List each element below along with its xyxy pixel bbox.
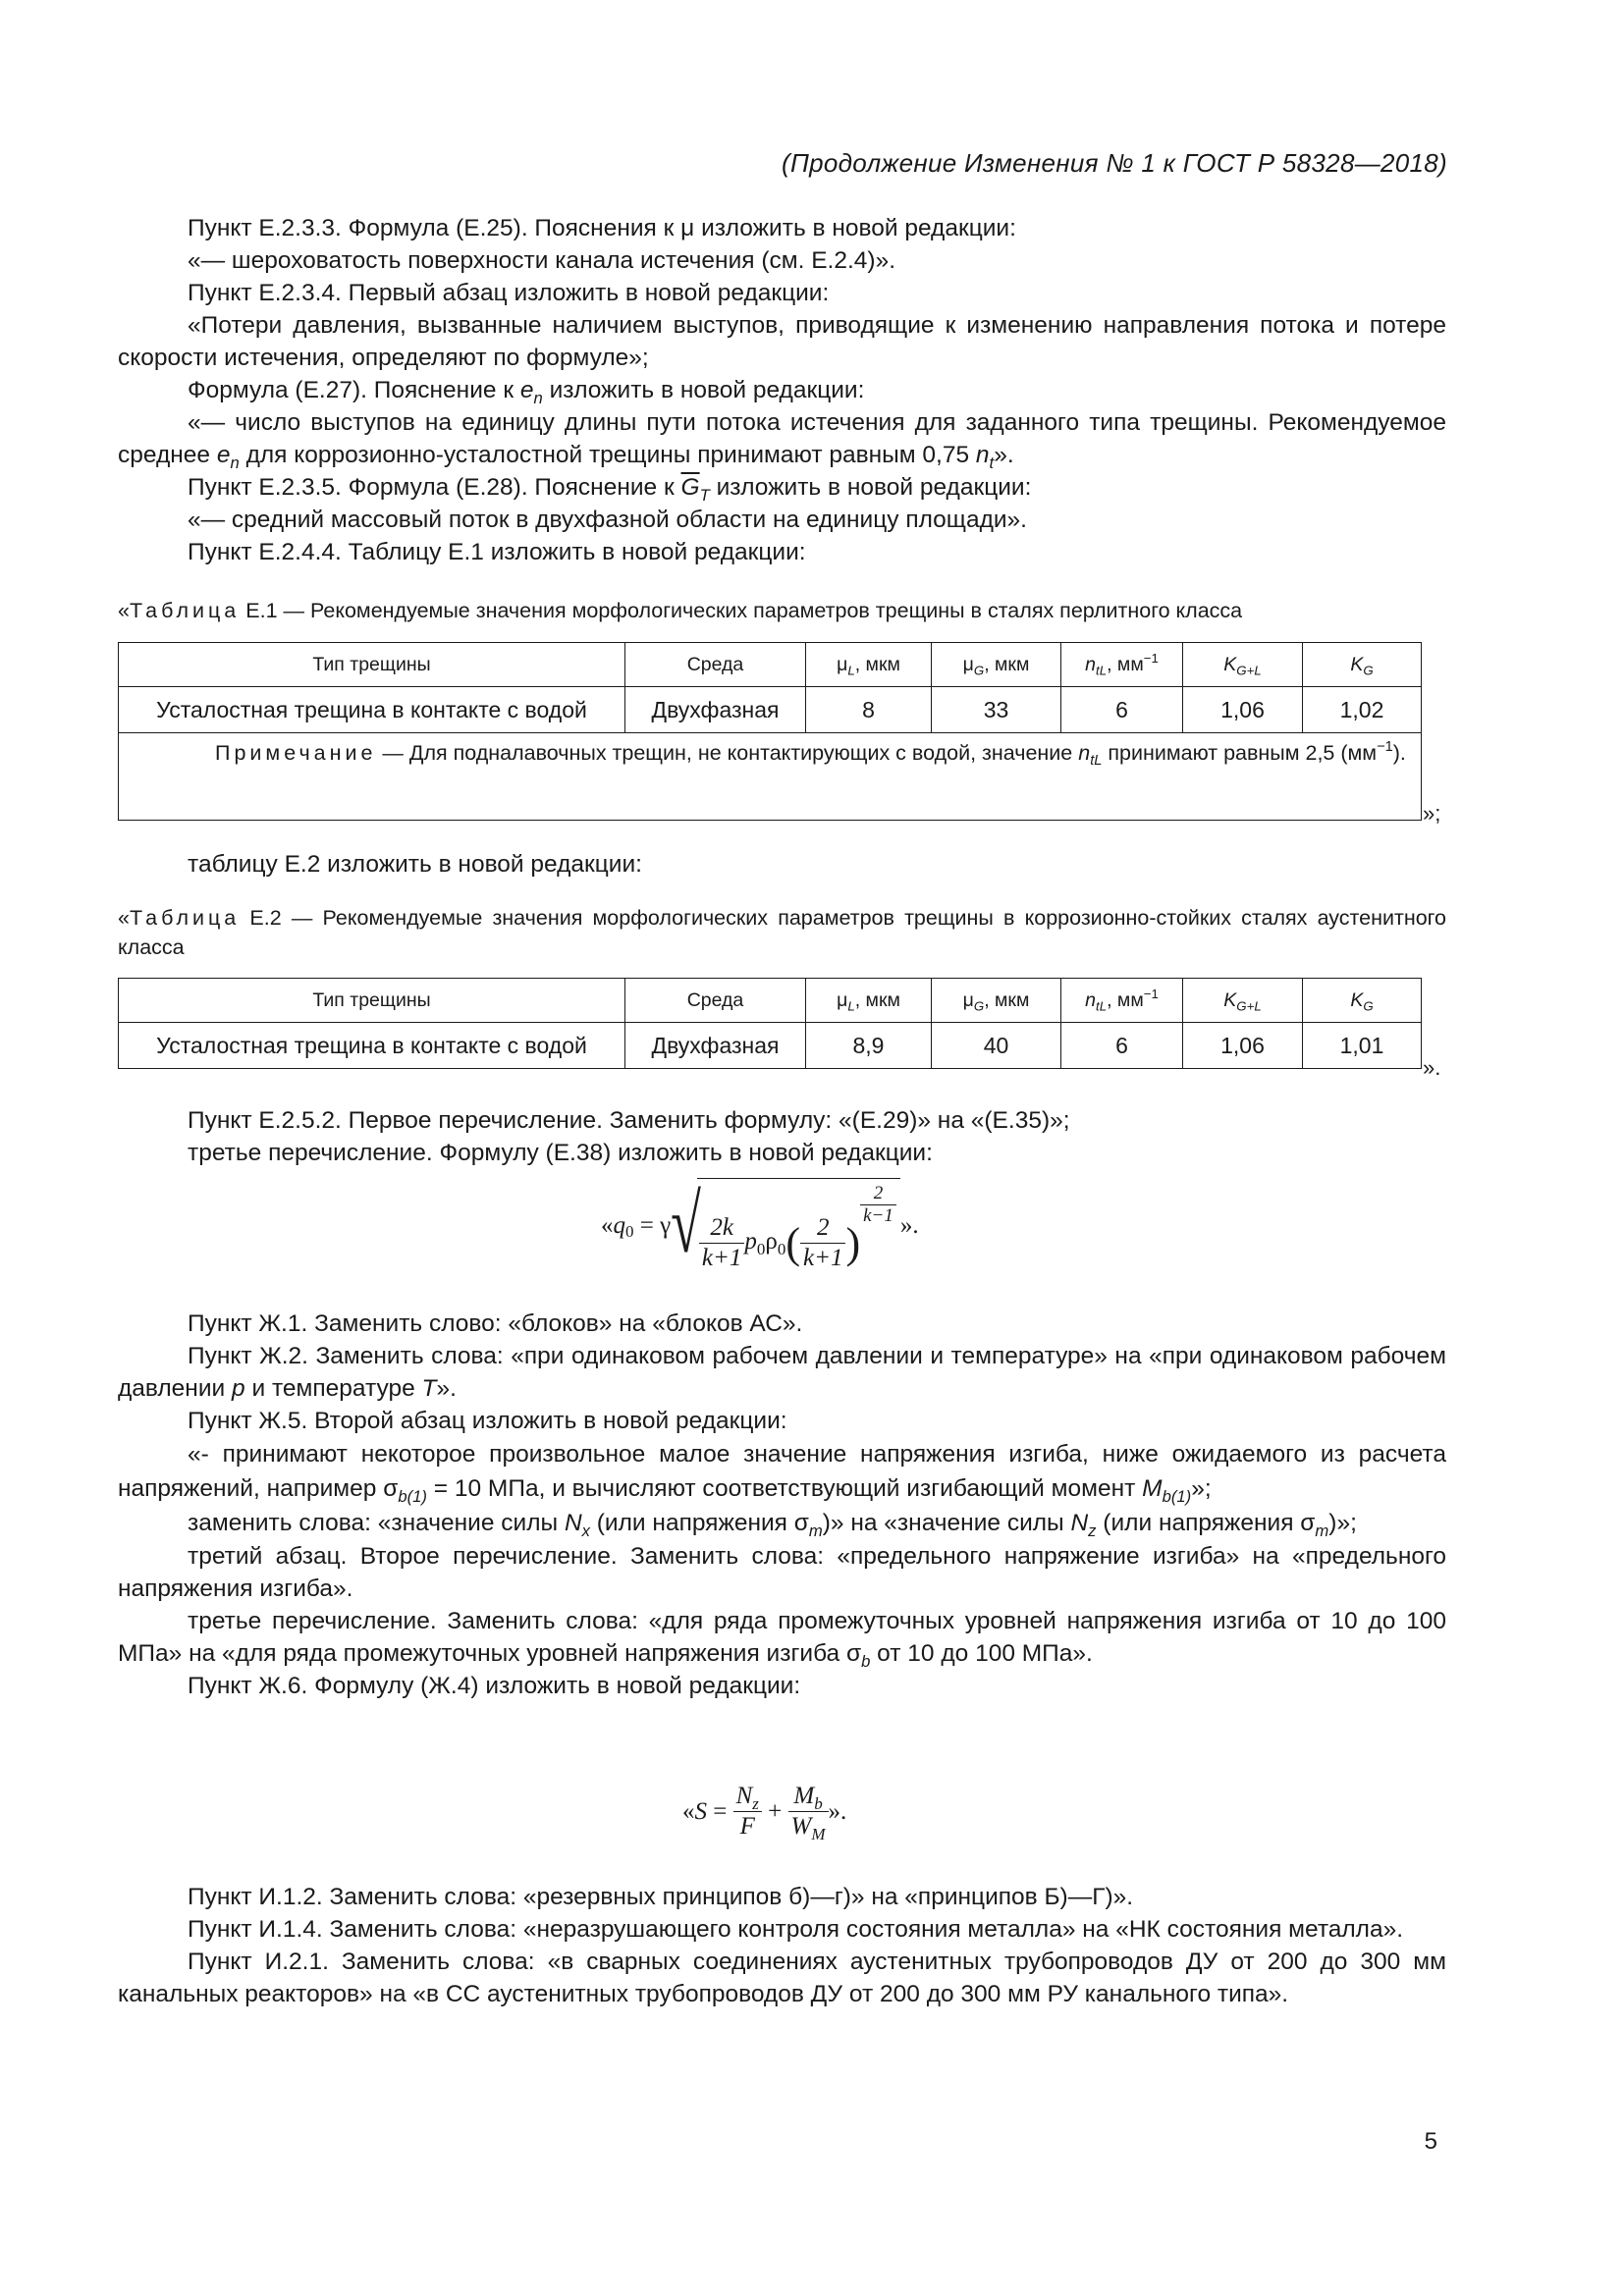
table-2-caption: «Таблица Е.2 — Рекомендуемые значения морфологических параметров трещины в коррозионно-стойких сталях аустенитного класса [118, 906, 1446, 959]
document-reference: (Продолжение Изменения № 1 к ГОСТ Р 58328—2018) [781, 148, 1447, 178]
table-row [119, 1023, 1422, 1069]
paragraph: «— число выступов на единицу длины пути потока истечения для заданного типа трещины. Рекомендуемое среднее $e_n$ для коррозионно-усталостной трещины принимают равным 0,75 $n_t$». [118, 409, 1446, 472]
table-2-closer: ». [1423, 1055, 1441, 1080]
amendment-block-2 [118, 848, 1446, 881]
table-1-closer: »; [1423, 801, 1441, 826]
cell-n-tl: 6 [1061, 1023, 1183, 1069]
paragraph: Пункт Ж.5. Второй абзац изложить в новой редакции: [188, 1408, 787, 1434]
col-header-mu-l: $\mu_L$, мкм [806, 979, 932, 1023]
paragraph: «- принимают некоторое произвольное малое значение напряжения изгиба, ниже ожидаемого из расчета напряжений, например $\sigma_{b(1)} = 10$ МПа, и вычисляют соответствующий изгибающий момент $M_{b(1)}$»; [118, 1441, 1446, 1506]
paragraph: третий абзац. Второе перечисление. Заменить слова: «предельного напряжение изгиба» на «предельного напряжения изгиба». [118, 1543, 1446, 1602]
col-header-k-gl: $K_{G+L}$ [1183, 643, 1303, 687]
paragraph: третье перечисление. Формулу (Е.38) изложить в новой редакции: [188, 1140, 933, 1166]
col-header-mu-g: $\mu_G$, мкм [932, 979, 1061, 1023]
paragraph: «Потери давления, вызванные наличием выступов, приводящие к изменению направления потока и потере скорости истечения, определяют по формуле»; [118, 312, 1446, 371]
amendment-block-1 [118, 212, 1446, 568]
paragraph: Пункт Е.2.3.5. Формула (Е.28). Пояснение к $\overline{G}_T$ изложить в новой редакции: [188, 474, 1032, 505]
paragraph: Пункт Ж.1. Заменить слово: «блоков» на «блоков АС». [188, 1310, 803, 1337]
col-header-medium: Среда [625, 643, 806, 687]
paragraph: Пункт Е.2.3.3. Формула (Е.25). Пояснения к μ изложить в новой редакции: [188, 215, 1016, 241]
paragraph: Пункт Ж.6. Формулу (Ж.4) изложить в новой редакции: [188, 1673, 801, 1699]
table-1-caption: «Таблица Е.1 — Рекомендуемые значения морфологических параметров трещины в сталях перлитного класса [118, 599, 1243, 622]
formula-e38: «$q_0 = \gamma√$ $\frac{2k}{k+1}$ $p_0\rho_0$( $\frac{2}{k+1}$ ) $\frac{2}{k-1}$ ». [601, 1179, 919, 1271]
table-note: Примечание — Для подналавочных трещин, не контактирующих с водой, значение $n_{tL}$ принимают равным 2,5 $(мм^{-1})$. [119, 733, 1422, 821]
cell-medium: Двухфазная [625, 1023, 806, 1069]
cell-k-g: 1,02 [1303, 687, 1422, 733]
paragraph: Пункт И.1.2. Заменить слова: «резервных принципов б)—г)» на «принципов Б)—Г)». [188, 1884, 1134, 1910]
col-header-n-tl: $n_{tL}$, $мм^{-1}$ [1061, 979, 1183, 1023]
col-header-k-gl: $K_{G+L}$ [1183, 979, 1303, 1023]
table-2 [118, 978, 1422, 1069]
paragraph: Пункт И.1.4. Заменить слова: «неразрушающего контроля состояния металла» на «НК состояния металла». [188, 1916, 1404, 1943]
amendment-block-4 [118, 1308, 1446, 1702]
cell-medium: Двухфазная [625, 687, 806, 733]
cell-mu-g: 40 [932, 1023, 1061, 1069]
cell-type: Усталостная трещина в контакте с водой [119, 687, 625, 733]
cell-k-gl: 1,06 [1183, 1023, 1303, 1069]
table-header-row [119, 643, 1422, 687]
col-header-mu-l: $\mu_L$, мкм [806, 643, 932, 687]
col-header-type: Тип трещины [119, 979, 625, 1023]
cell-n-tl: 6 [1061, 687, 1183, 733]
cell-type: Усталостная трещина в контакте с водой [119, 1023, 625, 1069]
cell-k-gl: 1,06 [1183, 687, 1303, 733]
paragraph: «— шероховатость поверхности канала истечения (см. Е.2.4)». [188, 247, 896, 274]
paragraph: Пункт Е.2.4.4. Таблицу Е.1 изложить в новой редакции: [188, 539, 806, 565]
paragraph: Пункт Ж.2. Заменить слова: «при одинаковом рабочем давлении и температуре» на «при одинаковом рабочем давлении p и температуре T». [118, 1343, 1446, 1402]
table-note-row [119, 733, 1422, 821]
paragraph: третье перечисление. Заменить слова: «для ряда промежуточных уровней напряжения изгиба от 10 до 100 МПа» на «для ряда промежуточных уровней напряжения изгиба $\sigma_b$ от 10 до 100 МПа». [118, 1608, 1446, 1671]
formula-zh4: «S = $\frac{N_z}{F}$ + $\frac{M_b}{W_M}$ ». [682, 1783, 847, 1843]
table-1 [118, 642, 1422, 821]
col-header-k-g: $K_G$ [1303, 643, 1422, 687]
cell-mu-l: 8 [806, 687, 932, 733]
table-row [119, 687, 1422, 733]
page-number: 5 [1424, 2128, 1437, 2155]
paragraph: Пункт И.2.1. Заменить слова: «в сварных соединениях аустенитных трубопроводов ДУ от 200 до 300 мм канальных реакторов» на «в СС аустенитных трубопроводов ДУ от 200 до 300 мм РУ канального типа». [118, 1949, 1446, 2007]
col-header-k-g: $K_G$ [1303, 979, 1422, 1023]
col-header-mu-g: $\mu_G$, мкм [932, 643, 1061, 687]
amendment-block-3 [118, 1104, 1446, 1169]
table-header-row [119, 979, 1422, 1023]
paragraph: Пункт Е.2.5.2. Первое перечисление. Заменить формулу: «(Е.29)» на «(Е.35)»; [188, 1107, 1070, 1134]
paragraph: заменить слова: «значение силы $N_x$ (или напряжения $\sigma_m$)» на «значение силы $N_z$ (или напряжения $\sigma_m$)»; [188, 1510, 1357, 1540]
cell-k-g: 1,01 [1303, 1023, 1422, 1069]
paragraph: Пункт Е.2.3.4. Первый абзац изложить в новой редакции: [188, 280, 830, 306]
col-header-type: Тип трещины [119, 643, 625, 687]
amendment-block-5 [118, 1881, 1446, 2010]
paragraph: таблицу Е.2 изложить в новой редакции: [188, 851, 642, 878]
col-header-n-tl: $n_{tL}$, $мм^{-1}$ [1061, 643, 1183, 687]
paragraph: «— средний массовый поток в двухфазной области на единицу площади». [188, 507, 1027, 533]
col-header-medium: Среда [625, 979, 806, 1023]
cell-mu-g: 33 [932, 687, 1061, 733]
paragraph: Формула (Е.27). Пояснение к $e_n$ изложить в новой редакции: [188, 377, 865, 407]
cell-mu-l: 8,9 [806, 1023, 932, 1069]
